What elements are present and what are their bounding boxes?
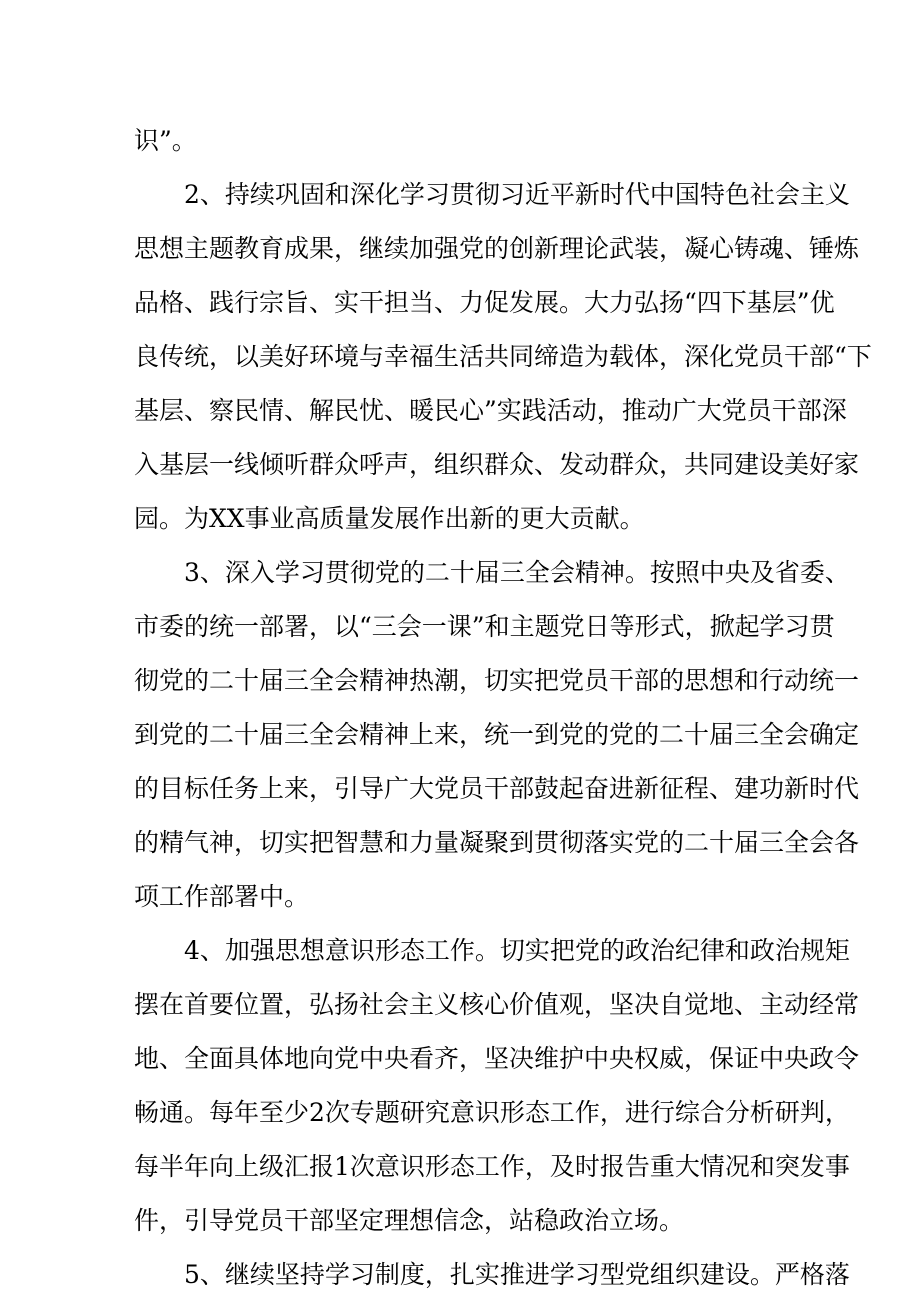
paragraph-3-line-1: 3、深入学习贯彻党的二十届三全会精神。按照中央及省委、: [184, 558, 850, 587]
paragraph-2-line-5: 基层、察民情、解民忧、暖民心”实践活动，推动广大党员干部深: [134, 396, 847, 425]
paragraph-2-line-1: 2、持续巩固和深化学习贯彻习近平新时代中国特色社会主义: [184, 180, 850, 209]
paragraph-2-line-6: 入基层一线倾听群众呼声，组织群众、发动群众，共同建设美好家: [134, 450, 860, 479]
paragraph-3-line-2: 市委的统一部署，以“三会一课”和主题党日等形式，掀起学习贯: [134, 612, 835, 641]
paragraph-2-line-3: 品格、践行宗旨、实干担当、力促发展。大力弘扬“四下基层”优: [134, 288, 835, 317]
paragraph-4-line-3: 地、全面具体地向党中央看齐，坚决维护中央权威，保证中央政令: [134, 1044, 860, 1073]
paragraph-3-line-3: 彻党的二十届三全会精神热潮，切实把党员干部的思想和行动统一: [134, 666, 860, 695]
paragraph-3-line-6: 的精气神，切实把智慧和力量凝聚到贯彻落实党的二十届三全会各: [134, 828, 860, 857]
paragraph-2-line-2: 思想主题教育成果，继续加强党的创新理论武装，凝心铸魂、锤炼: [134, 234, 860, 263]
paragraph-5-line-1: 5、继续坚持学习制度，扎实推进学习型党组织建设。严格落: [184, 1260, 850, 1289]
paragraph-4-line-4: 畅通。每年至少2次专题研究意识形态工作，进行综合分析研判，: [134, 1098, 850, 1127]
paragraph-4-line-6: 件，引导党员干部坚定理想信念，站稳政治立场。: [134, 1206, 685, 1235]
paragraph-4-line-5: 每半年向上级汇报1次意识形态工作，及时报告重大情况和突发事: [134, 1152, 850, 1181]
paragraph-2-line-4: 良传统，以美好环境与幸福生活共同缔造为载体，深化党员干部“下: [134, 342, 872, 371]
paragraph-4-line-2: 摆在首要位置，弘扬社会主义核心价值观，坚决自觉地、主动经常: [134, 990, 860, 1019]
paragraph-3-line-7: 项工作部署中。: [134, 882, 310, 911]
paragraph-2-line-7: 园。为XX事业高质量发展作出新的更大贡献。: [134, 504, 645, 533]
paragraph-4-line-1: 4、加强思想意识形态工作。切实把党的政治纪律和政治规矩: [184, 936, 850, 965]
paragraph-3-line-4: 到党的二十届三全会精神上来，统一到党的党的二十届三全会确定: [134, 720, 860, 749]
paragraph-1-line-1: 识”。: [134, 126, 197, 155]
paragraph-3-line-5: 的目标任务上来，引导广大党员干部鼓起奋进新征程、建功新时代: [134, 774, 860, 803]
